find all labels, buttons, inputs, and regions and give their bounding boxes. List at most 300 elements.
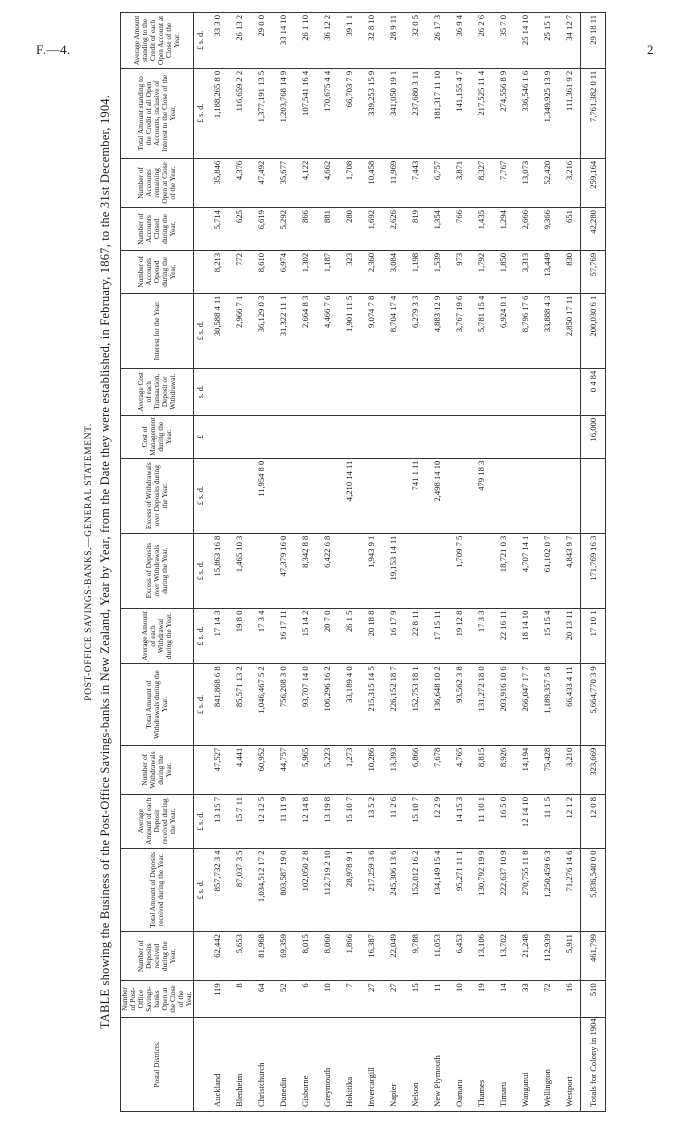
unit-sd: s. d. [194,368,207,415]
col-header-deposits-total: Total Amount of Deposits received during the Year. [121,848,194,932]
cell-transaction-cost [404,368,426,415]
cell-accounts-closed: 1,435 [470,208,492,251]
cell-deposits-amount: 130,792 19 9 [470,848,492,932]
cell-excess-withdrawals [448,458,470,533]
cell-excess-withdrawals [382,458,404,533]
col-header-credit-avg: Average Amount standing to the Credit of each Open Account at Close of the Year. [121,13,194,69]
cell-transaction-cost [470,368,492,415]
col-header-withdrawals-total: Total Amount of Withdrawals during the Year. [121,664,194,745]
totals-credit-total: 7,761,382 0 11 [581,68,606,158]
cell-withdrawal-average: 17 3 3 [470,608,492,664]
cell-credit-average: 36 12 2 [316,13,338,69]
savings-bank-table [120,12,606,1112]
cell-interest-amount: 4,883 12 9 [426,293,448,368]
cell-deposits-count: 5,653 [228,932,250,981]
cell-excess-deposits [426,533,448,608]
cell-excess-deposits: 4,707 14 1 [514,533,536,608]
cell-deposit-average: 13 19 8 [316,794,338,848]
cell-withdrawals-amount: 152,753 18 1 [404,664,426,745]
cell-district-name: Hokitika [338,1017,360,1111]
cell-banks-count: 14 [492,981,514,1017]
col-header-remaining: Number of Accounts remaining Open at Close of the Year. [121,158,194,207]
cell-withdrawals-amount: 93,562 3 8 [448,664,470,745]
cell-accounts-closed: 881 [316,208,338,251]
cell-excess-withdrawals [272,458,294,533]
cell-deposits-amount: 95,271 11 1 [448,848,470,932]
totals-opened: 57,769 [581,250,606,293]
cell-excess-deposits: 15,863 16 8 [206,533,228,608]
cell-accounts-remaining: 10,458 [360,158,382,207]
cell-withdrawals-count: 1,273 [338,745,360,794]
cell-credit-average: 26 13 2 [228,13,250,69]
cell-credit-average: 33 14 10 [272,13,294,69]
cell-deposit-average: 12 14 10 [514,794,536,848]
cell-withdrawal-average: 16 17 9 [382,608,404,664]
unit-lsd: £ s. d. [194,68,207,158]
cell-deposit-average: 15 10 7 [338,794,360,848]
totals-deposits-total: 5,836,540 0 0 [581,848,606,932]
cell-district-name: Greymouth [316,1017,338,1111]
totals-excess-withdrawals [581,458,606,533]
cell-interest-amount: 8,704 17 4 [382,293,404,368]
cell-accounts-remaining: 4,662 [316,158,338,207]
cell-interest-amount: 6,279 3 3 [404,293,426,368]
cell-accounts-opened: 1,302 [294,250,316,293]
cell-deposits-amount: 217,259 3 6 [360,848,382,932]
cell-withdrawal-average: 26 1 5 [338,608,360,664]
cell-accounts-opened: 8,610 [250,250,272,293]
cell-accounts-opened: 1,792 [470,250,492,293]
cell-district-name: Westport [558,1017,581,1111]
cell-accounts-closed: 1,294 [492,208,514,251]
totals-withdrawals-no: 323,669 [581,745,606,794]
cell-credit-total: 217,525 11 4 [470,68,492,158]
col-header-withdrawal-avg: Average Amount of each Withdrawal during the Year. [121,608,194,664]
statement-title: POST-OFFICE SAVINGS-BANKS.—GENERAL STATEMENT. [84,423,94,701]
cell-accounts-remaining: 7,767 [492,158,514,207]
cell-excess-deposits: 1,709 7 5 [448,533,470,608]
cell-withdrawals-amount: 66,433 4 11 [558,664,581,745]
table-row [316,13,338,1112]
cell-deposits-count: 6,453 [448,932,470,981]
table-header [121,13,194,1112]
cell-accounts-opened: 973 [448,250,470,293]
cell-withdrawal-average: 18 14 10 [514,608,536,664]
cell-banks-count: 6 [294,981,316,1017]
cell-deposit-average: 11 2 6 [382,794,404,848]
cell-excess-withdrawals [316,458,338,533]
cell-management-cost [492,415,514,458]
table-row [206,13,228,1112]
totals-withdrawals-total: 5,664,770 3 9 [581,664,606,745]
totals-row [581,13,606,1112]
units-row-group [194,13,207,1112]
table-row [492,13,514,1112]
totals-interest: 200,030 6 1 [581,293,606,368]
cell-withdrawal-average: 22 16 11 [492,608,514,664]
cell-credit-average: 25 15 1 [536,13,558,69]
totals-label: Totals for Colony in 1904 [581,1017,606,1111]
table-row [448,13,470,1112]
cell-deposits-amount: 857,732 3 4 [206,848,228,932]
unit-lsd: £ s. d. [194,794,207,848]
col-header-credit-total: Total Amount standing to the Credit of all Open Accounts, inclusive of Interest to the Close of the Year. [121,68,194,158]
cell-withdrawals-count: 60,952 [250,745,272,794]
totals-credit-avg: 29 18 11 [581,13,606,69]
cell-excess-withdrawals [206,458,228,533]
cell-excess-deposits [470,533,492,608]
cell-district-name: Wellington [536,1017,558,1111]
cell-withdrawals-count: 5,223 [316,745,338,794]
cell-excess-deposits: 18,721 0 3 [492,533,514,608]
cell-excess-withdrawals [536,458,558,533]
cell-banks-count: 10 [316,981,338,1017]
cell-transaction-cost [206,368,228,415]
cell-withdrawals-count: 8,926 [492,745,514,794]
cell-transaction-cost [426,368,448,415]
cell-interest-amount: 6,924 0 1 [492,293,514,368]
cell-transaction-cost [294,368,316,415]
cell-excess-deposits: 1,943 9 1 [360,533,382,608]
cell-transaction-cost [338,368,360,415]
cell-accounts-remaining: 3,216 [558,158,581,207]
cell-withdrawals-amount: 1,046,467 5 2 [250,664,272,745]
cell-district-name: Wanganui [514,1017,536,1111]
statement-subtitle: TABLE showing the Business of the Post-Office Savings-banks in New Zealand, Year by Year, from the Date they were established, in February, 1867, to the 31st December, 1904. [98,94,112,1030]
cell-deposit-average: 13 15 7 [206,794,228,848]
cell-transaction-cost [448,368,470,415]
cell-management-cost [316,415,338,458]
cell-banks-count: 16 [558,981,581,1017]
cell-deposits-amount: 270,755 11 8 [514,848,536,932]
cell-accounts-remaining: 8,327 [470,158,492,207]
cell-deposits-amount: 803,587 19 0 [272,848,294,932]
cell-accounts-closed: 5,714 [206,208,228,251]
totals-deposits-no: 461,799 [581,932,606,981]
cell-interest-amount: 2,966 7 1 [228,293,250,368]
cell-credit-average: 28 9 11 [382,13,404,69]
col-header-avg-cost: Average Cost of each Transaction, Deposit or Withdrawal. [121,368,194,415]
cell-credit-average: 25 14 10 [514,13,536,69]
cell-deposits-amount: 102,050 2 8 [294,848,316,932]
cell-excess-withdrawals [492,458,514,533]
cell-deposit-average: 11 10 1 [470,794,492,848]
cell-district-name: Invercargill [360,1017,382,1111]
cell-credit-average: 39 1 1 [338,13,360,69]
unit-lsd: £ s. d. [194,13,207,69]
cell-withdrawal-average: 20 7 0 [316,608,338,664]
cell-banks-count: 15 [404,981,426,1017]
cell-accounts-remaining: 52,420 [536,158,558,207]
cell-accounts-remaining: 35,846 [206,158,228,207]
cell-interest-amount: 33,888 4 3 [536,293,558,368]
cell-excess-deposits: 61,102 0 7 [536,533,558,608]
cell-banks-count: 8 [228,981,250,1017]
cell-excess-deposits: 19,153 14 11 [382,533,404,608]
cell-accounts-opened: 830 [558,250,581,293]
cell-accounts-closed: 1,692 [360,208,382,251]
cell-district-name: Auckland [206,1017,228,1111]
table-row [360,13,382,1112]
cell-withdrawals-count: 13,393 [382,745,404,794]
col-header-deposits-no: Number of Deposits received during the Year. [121,932,194,981]
cell-accounts-closed: 2,666 [514,208,536,251]
cell-accounts-remaining: 4,376 [228,158,250,207]
col-header-closed: Number of Accounts Closed during the Year. [121,208,194,251]
cell-management-cost [272,415,294,458]
cell-accounts-remaining: 4,122 [294,158,316,207]
unit-lsd: £ s. d. [194,608,207,664]
cell-withdrawals-count: 4,441 [228,745,250,794]
cell-deposits-amount: 112,719 2 10 [316,848,338,932]
cell-withdrawals-count: 5,965 [294,745,316,794]
cell-banks-count: 27 [360,981,382,1017]
cell-credit-average: 35 7 0 [492,13,514,69]
cell-credit-total: 141,155 4 7 [448,68,470,158]
cell-banks-count: 72 [536,981,558,1017]
cell-management-cost [404,415,426,458]
cell-accounts-opened: 323 [338,250,360,293]
cell-accounts-opened: 1,850 [492,250,514,293]
cell-deposit-average: 13 5 2 [360,794,382,848]
cell-transaction-cost [536,368,558,415]
cell-district-name: Timaru [492,1017,514,1111]
cell-interest-amount: 1,901 11 5 [338,293,360,368]
unit-lsd: £ s. d. [194,848,207,932]
cell-deposits-count: 81,968 [250,932,272,981]
cell-accounts-opened: 1,198 [404,250,426,293]
cell-interest-amount: 5,781 15 4 [470,293,492,368]
cell-excess-withdrawals [558,458,581,533]
cell-management-cost [382,415,404,458]
table-row [228,13,250,1112]
cell-credit-total: 274,556 8 9 [492,68,514,158]
cell-banks-count: 52 [272,981,294,1017]
cell-excess-withdrawals: 2,498 14 10 [426,458,448,533]
table-row [272,13,294,1112]
cell-withdrawals-amount: 226,152 18 7 [382,664,404,745]
cell-deposits-amount: 71,276 14 6 [558,848,581,932]
cell-withdrawals-count: 8,815 [470,745,492,794]
cell-management-cost [206,415,228,458]
cell-excess-withdrawals [360,458,382,533]
col-header-withdrawals-no: Number of Withdrawals during the Year. [121,745,194,794]
col-header-cost: Cost of Management during the Year. [121,415,194,458]
cell-withdrawals-amount: 1,189,357 5 8 [536,664,558,745]
cell-withdrawal-average: 15 15 4 [536,608,558,664]
unit-lsd: £ s. d. [194,458,207,533]
cell-credit-total: 1,188,265 8 0 [206,68,228,158]
cell-withdrawal-average: 20 18 8 [360,608,382,664]
cell-accounts-closed: 280 [338,208,360,251]
totals-closed: 42,280 [581,208,606,251]
cell-deposit-average: 11 11 9 [272,794,294,848]
cell-deposits-count: 5,911 [558,932,581,981]
cell-banks-count: 19 [470,981,492,1017]
cell-interest-amount: 4,466 7 6 [316,293,338,368]
cell-credit-average: 34 12 7 [558,13,581,69]
cell-withdrawals-count: 3,210 [558,745,581,794]
cell-district-name: Thames [470,1017,492,1111]
cell-interest-amount: 8,796 17 6 [514,293,536,368]
cell-banks-count: 119 [206,981,228,1017]
table-row [404,13,426,1112]
cell-excess-withdrawals: 741 1 11 [404,458,426,533]
cell-banks-count: 11 [426,981,448,1017]
cell-deposit-average: 14 15 3 [448,794,470,848]
cell-deposits-count: 8,060 [316,932,338,981]
unit-lsd: £ s. d. [194,664,207,745]
cell-management-cost [250,415,272,458]
cell-withdrawal-average: 19 12 8 [448,608,470,664]
cell-withdrawals-count: 10,286 [360,745,382,794]
cell-excess-withdrawals: 479 18 3 [470,458,492,533]
cell-excess-withdrawals [228,458,250,533]
cell-accounts-closed: 2,626 [382,208,404,251]
cell-deposits-amount: 152,012 16 2 [404,848,426,932]
cell-withdrawals-amount: 93,707 14 0 [294,664,316,745]
cell-interest-amount: 36,129 0 3 [250,293,272,368]
cell-deposits-amount: 134,149 15 4 [426,848,448,932]
cell-district-name: Napier [382,1017,404,1111]
cell-transaction-cost [228,368,250,415]
cell-withdrawals-amount: 33,189 4 0 [338,664,360,745]
cell-management-cost [536,415,558,458]
units-row [194,13,207,1112]
cell-accounts-opened: 6,974 [272,250,294,293]
cell-management-cost [228,415,250,458]
cell-credit-total: 170,675 4 4 [316,68,338,158]
cell-deposits-amount: 1,034,512 17 2 [250,848,272,932]
cell-district-name: Blenheim [228,1017,250,1111]
cell-deposits-amount: 28,978 9 1 [338,848,360,932]
cell-accounts-opened: 8,213 [206,250,228,293]
cell-credit-total: 116,659 2 2 [228,68,250,158]
cell-credit-average: 26 17 3 [426,13,448,69]
cell-withdrawal-average: 17 14 3 [206,608,228,664]
cell-withdrawal-average: 17 15 11 [426,608,448,664]
unit-lsd: £ s. d. [194,533,207,608]
cell-management-cost [470,415,492,458]
cell-interest-amount: 2,850 17 11 [558,293,581,368]
cell-withdrawals-amount: 841,868 6 8 [206,664,228,745]
cell-transaction-cost [360,368,382,415]
cell-interest-amount: 9,074 7 8 [360,293,382,368]
cell-withdrawals-count: 6,866 [404,745,426,794]
cell-deposits-count: 112,939 [536,932,558,981]
cell-banks-count: 64 [250,981,272,1017]
cell-interest-amount: 2,664 8 3 [294,293,316,368]
cell-excess-deposits [404,533,426,608]
cell-credit-total: 1,349,925 13 9 [536,68,558,158]
cell-transaction-cost [514,368,536,415]
cell-credit-total: 181,317 11 10 [426,68,448,158]
cell-accounts-opened: 13,449 [536,250,558,293]
cell-deposits-count: 9,788 [404,932,426,981]
cell-deposits-count: 13,702 [492,932,514,981]
cell-management-cost [360,415,382,458]
cell-withdrawals-count: 44,757 [272,745,294,794]
col-header-deposit-avg: Average Amount of each Deposit received during the Year. [121,794,194,848]
cell-credit-average: 26 1 10 [294,13,316,69]
totals-remaining: 259,164 [581,158,606,207]
cell-management-cost [338,415,360,458]
cell-withdrawal-average: 19 8 0 [228,608,250,664]
cell-credit-average: 33 3 0 [206,13,228,69]
table-row [250,13,272,1112]
document-reference: F.—4. [36,42,71,57]
cell-management-cost [426,415,448,458]
totals-withdrawal-avg: 17 10 1 [581,608,606,664]
cell-accounts-opened: 1,187 [316,250,338,293]
cell-transaction-cost [316,368,338,415]
cell-deposits-amount: 87,037 3 5 [228,848,250,932]
col-header-excess-deposits: Excess of Deposits over Withdrawals during the Year. [121,533,194,608]
cell-accounts-closed: 6,619 [250,208,272,251]
cell-credit-total: 341,050 19 1 [382,68,404,158]
cell-accounts-closed: 651 [558,208,581,251]
cell-accounts-remaining: 7,443 [404,158,426,207]
cell-credit-average: 32 0 5 [404,13,426,69]
totals-banks: 510 [581,981,606,1017]
cell-accounts-remaining: 47,492 [250,158,272,207]
cell-deposits-count: 13,106 [470,932,492,981]
cell-accounts-closed: 766 [448,208,470,251]
cell-withdrawals-amount: 85,571 13 2 [228,664,250,745]
cell-withdrawal-average: 20 13 11 [558,608,581,664]
cell-deposit-average: 12 12 5 [250,794,272,848]
cell-deposits-amount: 222,637 10 9 [492,848,514,932]
cell-accounts-opened: 772 [228,250,250,293]
district-rows [206,13,581,1112]
table-row [558,13,581,1112]
table-row [514,13,536,1112]
cell-accounts-closed: 5,292 [272,208,294,251]
cell-deposit-average: 12 1 2 [558,794,581,848]
cell-excess-deposits [250,533,272,608]
cell-deposits-count: 11,053 [426,932,448,981]
cell-excess-withdrawals [294,458,316,533]
table-row [338,13,360,1112]
cell-deposit-average: 12 2 9 [426,794,448,848]
cell-withdrawal-average: 16 17 11 [272,608,294,664]
cell-management-cost [514,415,536,458]
cell-accounts-remaining: 6,757 [426,158,448,207]
table-row [382,13,404,1112]
table-row [470,13,492,1112]
cell-withdrawals-count: 75,428 [536,745,558,794]
cell-deposit-average: 15 10 7 [404,794,426,848]
cell-credit-average: 26 2 6 [470,13,492,69]
cell-excess-deposits [338,533,360,608]
cell-district-name: Christchurch [250,1017,272,1111]
cell-credit-total: 339,253 15 9 [360,68,382,158]
cell-transaction-cost [250,368,272,415]
cell-withdrawals-amount: 266,047 17 7 [514,664,536,745]
cell-accounts-closed: 819 [404,208,426,251]
table-row [294,13,316,1112]
cell-withdrawals-count: 4,765 [448,745,470,794]
cell-banks-count: 10 [448,981,470,1017]
cell-district-name: Dunedin [272,1017,294,1111]
col-header-excess-withdrawals: Excess of Withdrawals over Deposits during the Year. [121,458,194,533]
table-row [536,13,558,1112]
cell-credit-total: 1,377,191 13 5 [250,68,272,158]
cell-interest-amount: 31,322 11 1 [272,293,294,368]
col-header-banks: Number of Post-Office Savings-banks Open at the Close of the Year. [121,981,194,1017]
table-row [426,13,448,1112]
cell-interest-amount: 30,588 4 11 [206,293,228,368]
